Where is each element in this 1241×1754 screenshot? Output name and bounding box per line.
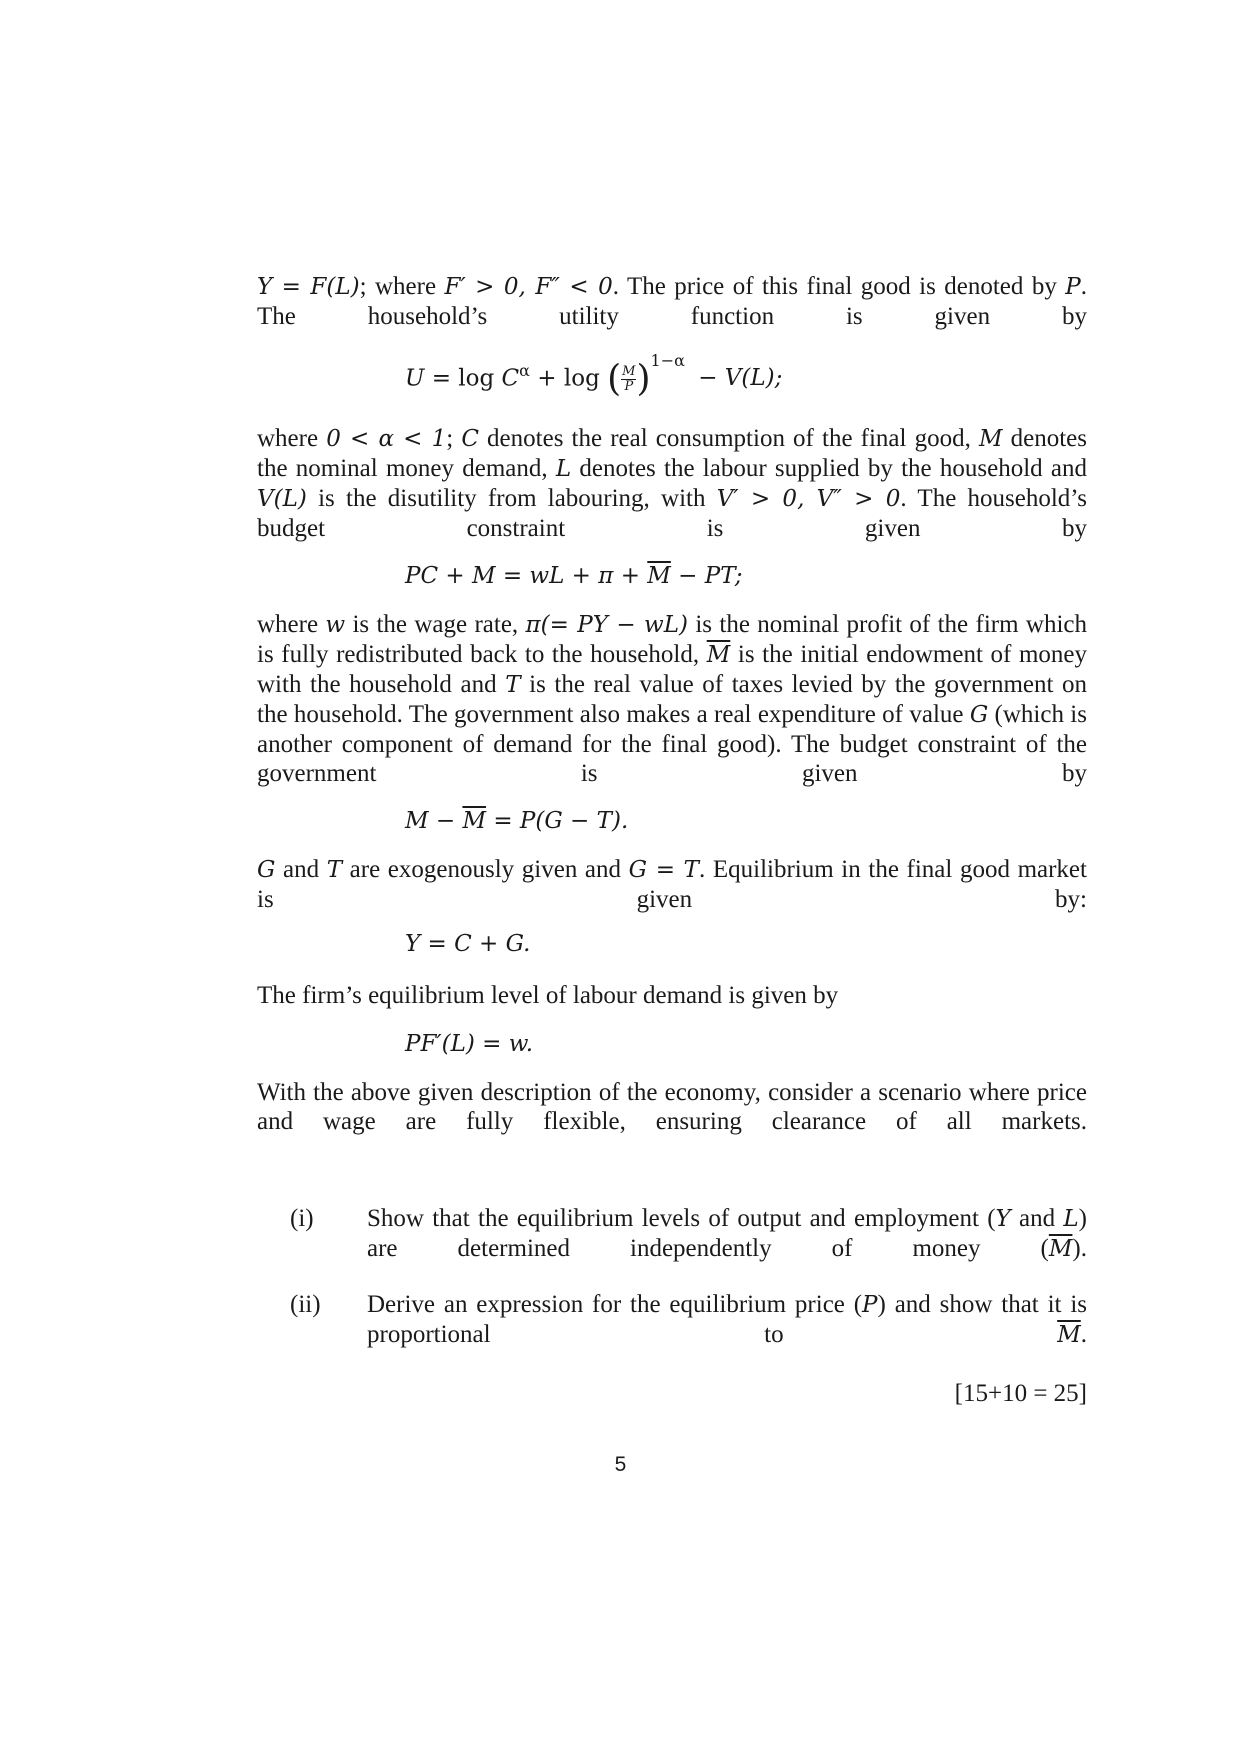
equation-labour-demand bbox=[405, 1029, 533, 1059]
equation-government-budget bbox=[405, 806, 628, 836]
math-mbar: $\overline{M}$ bbox=[647, 563, 671, 589]
text-span: Show that the equilibrium levels of output and employment ( bbox=[367, 1205, 996, 1232]
fraction-m-over-p bbox=[621, 365, 636, 394]
paragraph-exogenous bbox=[257, 855, 1087, 943]
math-span: T bbox=[505, 672, 521, 698]
text-span: where bbox=[257, 611, 326, 638]
math-price: P bbox=[1065, 274, 1081, 300]
text-span: ; bbox=[446, 425, 462, 452]
question-text-i bbox=[367, 1204, 1087, 1293]
math-span: C bbox=[461, 426, 479, 452]
math-mbar: $\overline{M}$ bbox=[706, 642, 731, 668]
math-span: G bbox=[257, 857, 276, 883]
math-span: U = bbox=[405, 365, 459, 392]
text-span: . The price of this final good is denoted by bbox=[612, 273, 1066, 300]
text-span: where bbox=[257, 425, 327, 452]
math-mbar: $\overline{M}$ bbox=[1048, 1236, 1073, 1262]
math-span: log bbox=[458, 365, 502, 392]
math-span: G = T bbox=[628, 857, 699, 883]
question-text-ii bbox=[367, 1290, 1087, 1379]
text-span: ) are determined independently of money ( bbox=[367, 1205, 1087, 1262]
paragraph-scenario: With the above given description of the economy, consider a scenario where price and wage are fully flexible, ensuring clearance of all markets. bbox=[257, 1079, 1087, 1135]
math-span: log bbox=[563, 365, 608, 392]
text-span: . bbox=[1080, 1321, 1087, 1348]
marks-allocation: [15+10 = 25] bbox=[954, 1380, 1087, 1407]
text-span: is the real value of taxes levied by the government on the household. The government also makes a real expenditure of value bbox=[257, 671, 1088, 728]
text-span: ; where bbox=[359, 273, 445, 300]
fraction-denominator: P bbox=[624, 379, 634, 395]
text-span: is the wage rate, bbox=[345, 611, 526, 638]
math-span: − V(L); bbox=[690, 365, 783, 392]
question-label-ii: (ii) bbox=[290, 1291, 321, 1318]
text-span: denotes the real consumption of the final good, bbox=[478, 425, 979, 452]
equation-utility bbox=[405, 351, 783, 400]
text-span: . The household’s budget constraint is given by bbox=[257, 485, 1087, 542]
text-span: Derive an expression for the equilibrium price ( bbox=[367, 1291, 863, 1318]
paragraph-production-function bbox=[257, 272, 1087, 360]
math-production: Y = F(L) bbox=[257, 274, 360, 300]
math-span: 0 < α < 1 bbox=[326, 426, 447, 452]
math-span: Y = C + G. bbox=[405, 931, 531, 957]
math-span: P bbox=[862, 1292, 878, 1318]
text-span: ) and show that it is proportional to bbox=[367, 1291, 1087, 1348]
text-span: denotes the labour supplied by the household and bbox=[571, 455, 1087, 482]
text-span: is the disutility from labouring, with bbox=[306, 485, 717, 512]
text-span: . The household’s utility function is given by bbox=[257, 273, 1087, 330]
paragraph-government bbox=[257, 610, 1087, 817]
math-span: L bbox=[555, 456, 572, 482]
math-span: C bbox=[501, 365, 520, 392]
math-mbar: $\overline{M}$ bbox=[462, 808, 487, 834]
equation-market-clearing bbox=[405, 929, 530, 959]
text-span: (which is another component of demand for the final good). The budget constraint of the government is given by bbox=[257, 701, 1087, 787]
math-span: PF′(L) = w. bbox=[405, 1031, 534, 1057]
text-span: is the nominal profit of the firm which is fully redistributed back to the household, bbox=[257, 611, 1087, 668]
math-span: w bbox=[325, 612, 346, 638]
right-paren: ) bbox=[636, 358, 651, 400]
page-number: 5 bbox=[614, 1453, 627, 1476]
paragraph-variable-definitions bbox=[257, 424, 1087, 572]
math-span: L bbox=[1063, 1206, 1079, 1232]
text-span: and bbox=[1010, 1205, 1064, 1232]
math-span: + bbox=[529, 365, 564, 392]
math-span: M − bbox=[405, 808, 463, 834]
text-span: . Equilibrium in the final good market is given by: bbox=[257, 856, 1087, 913]
math-span: = P(G − T). bbox=[486, 808, 629, 834]
question-label-i: (i) bbox=[290, 1205, 314, 1232]
math-span: M bbox=[978, 426, 1003, 452]
text-span: denotes the nominal money demand, bbox=[257, 425, 1087, 482]
text-span: are exogenously given and bbox=[342, 856, 629, 883]
math-span: V′ > 0, V″ > 0 bbox=[716, 486, 901, 512]
math-span: − PT; bbox=[670, 563, 743, 589]
text-span: is the initial endowment of money with the household and bbox=[257, 641, 1087, 698]
math-span: V(L) bbox=[257, 486, 307, 512]
math-span: PC + M = wL + π + bbox=[405, 563, 648, 589]
text-span: ). bbox=[1072, 1235, 1087, 1262]
fraction-numerator: M bbox=[622, 364, 636, 380]
math-span: T bbox=[326, 857, 343, 883]
equation-household-budget bbox=[405, 561, 742, 591]
math-derivatives: F′ > 0, F″ < 0 bbox=[444, 274, 613, 300]
math-exponent: 1−α bbox=[650, 351, 685, 370]
left-paren: ( bbox=[607, 358, 622, 400]
math-span: π(= PY − wL) bbox=[525, 612, 688, 638]
math-mbar: $\overline{M}$ bbox=[1057, 1322, 1081, 1348]
math-exponent: α bbox=[519, 361, 530, 380]
paragraph-labour-demand: The firm’s equilibrium level of labour demand is given by bbox=[257, 982, 839, 1009]
math-span: G bbox=[969, 702, 989, 728]
math-span: Y bbox=[995, 1206, 1011, 1232]
text-span: and bbox=[275, 856, 327, 883]
